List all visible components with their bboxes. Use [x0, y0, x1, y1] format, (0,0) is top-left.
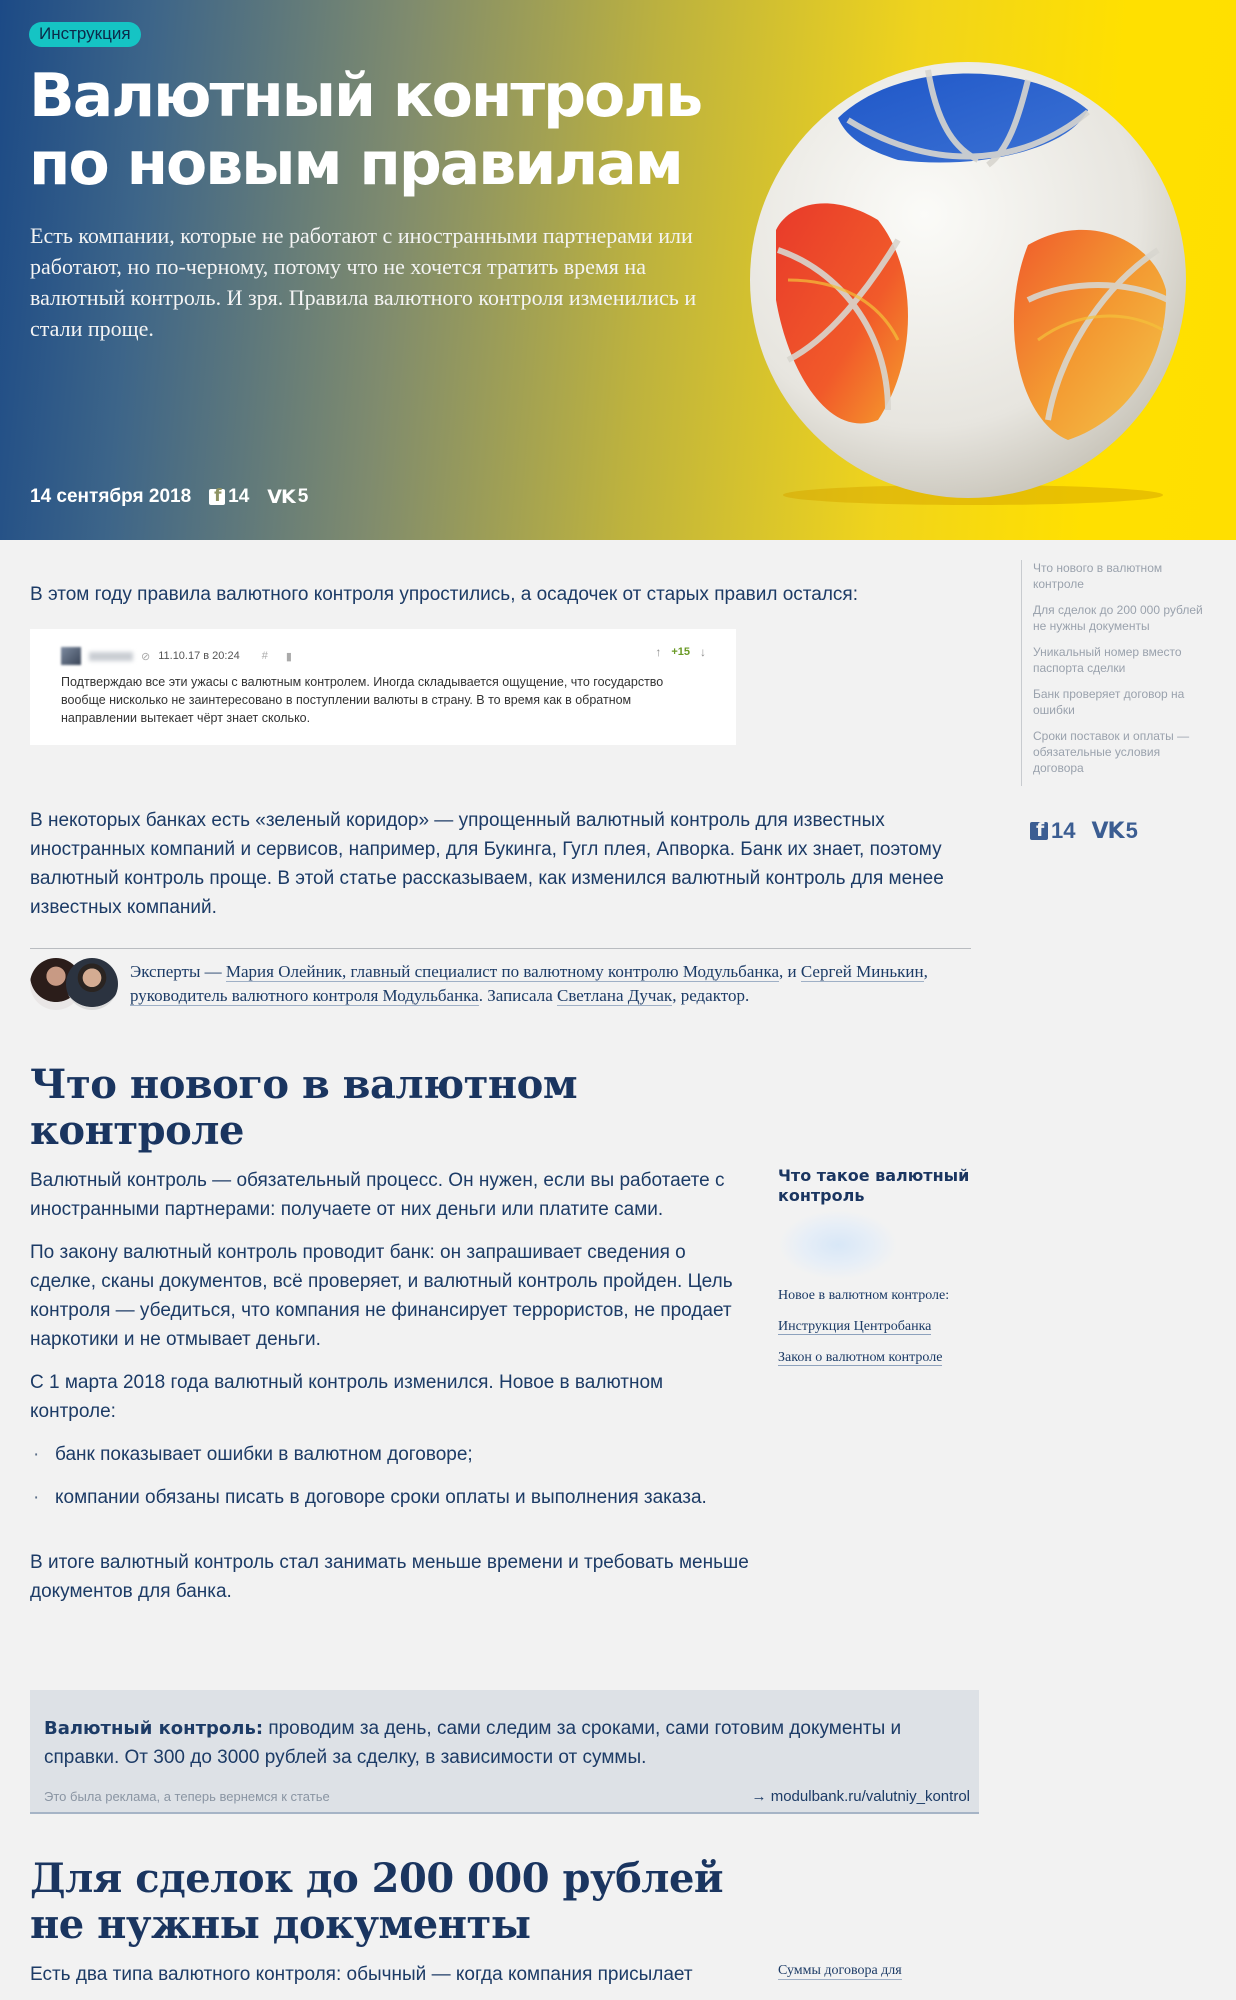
vk-icon: VK	[1091, 818, 1124, 844]
facebook-icon	[1030, 822, 1048, 840]
side-note-title: Что такое валютный контроль	[778, 1166, 970, 1205]
section-heading: Для сделок до 200 000 рублей не нужны документы	[30, 1855, 724, 1948]
paragraph: С 1 марта 2018 года валютный контроль изменился. Новое в валютном контроле:	[30, 1372, 664, 1422]
ball-illustration	[728, 40, 1198, 510]
paragraph: В итоге валютный контроль стал занимать меньше времени и требовать меньше документов для банка.	[30, 1552, 749, 1602]
expert-avatar	[66, 958, 118, 1010]
vk-count: 5	[297, 486, 309, 507]
expert-link-2[interactable]: Сергей Минькин	[800, 962, 924, 981]
link-icon: ⊘	[141, 650, 151, 663]
list-item: · банк показывает ошибки в валютном договоре;	[30, 1440, 750, 1469]
experts-credit: Эксперты — Мария Олейник, главный специалист по валютному контролю Модульбанка, и Сергей Минькин, руководитель валютного контроля Модульбанка. Записала Светлана Дучак, редактор.	[130, 962, 928, 1005]
toc-item[interactable]: Уникальный номер вместо паспорта сделки	[1033, 645, 1182, 675]
sidebar-share	[1030, 818, 1138, 844]
commenter-name	[89, 652, 133, 661]
vk-share[interactable]	[267, 486, 308, 508]
intro-paragraph: В этом году правила валютного контроля упростились, а осадочек от старых правил остался:	[30, 584, 858, 605]
ad-message: Валютный контроль: проводим за день, сами следим за сроками, сами готовим документы и справки. От 300 до 3000 рублей за сделку, в зависимости от суммы.	[44, 1718, 902, 1768]
list-item: · компании обязаны писать в договоре сроки оплаты и выполнения заказа.	[30, 1483, 750, 1512]
comment-time: 11.10.17 в 20:24	[158, 650, 240, 662]
paragraph: Есть два типа валютного контроля: обычный — когда компания присылает	[30, 1964, 693, 1985]
expert-role-link[interactable]: руководитель валютного контроля Модульбанка	[130, 986, 479, 1005]
divider	[30, 948, 971, 949]
comment-header	[61, 647, 292, 665]
facebook-share[interactable]	[1030, 818, 1075, 844]
table-of-contents	[1021, 560, 1211, 786]
paragraph: Валютный контроль — обязательный процесс. Он нужен, если вы работаете с иностранными партнерами: получаете от них деньги или платите сами.	[30, 1170, 725, 1220]
comment-score: +15	[671, 646, 690, 658]
toc-item[interactable]: Банк проверяет договор на ошибки	[1033, 687, 1185, 717]
article-lead: Есть компании, которые не работают с иностранными партнерами или работают, но по-черному, потому что не хочется тратить время на валютный контроль. И зря. Правила валютного контроля изменились и стали проще.	[30, 223, 697, 341]
section-heading: Что нового в валютном контроле	[30, 1061, 578, 1154]
expert-avatars	[30, 958, 118, 1010]
section-body	[30, 1166, 750, 1620]
facebook-count: 14	[1051, 818, 1076, 843]
vk-icon: VK	[267, 486, 295, 508]
facebook-count: 14	[228, 486, 250, 507]
bookmark-icon: ▮	[285, 650, 292, 663]
article-meta	[30, 486, 308, 508]
cbr-instruction-link[interactable]: Инструкция Центробанка	[778, 1319, 932, 1334]
law-link[interactable]: Закон о валютном контроле	[778, 1350, 943, 1365]
downvote-icon: ↓	[700, 645, 706, 659]
comment-votes	[655, 645, 706, 659]
toc-item[interactable]: Сроки поставок и оплаты — обязательные условия договора	[1033, 729, 1190, 775]
vk-share[interactable]	[1091, 818, 1137, 844]
paragraph: По закону валютный контроль проводит банк: он запрашивает сведения о сделке, сканы документов, всё проверяет, и валютный контроль пройден. Цель контроля — убедиться, что компания не финансирует террористов, не продает наркотики и не отмывает деньги.	[30, 1242, 733, 1350]
side-note-illustration	[778, 1210, 898, 1280]
ad-link[interactable]: → modulbank.ru/valutniy_kontrol	[751, 1788, 970, 1805]
changes-list	[30, 1440, 750, 1512]
green-corridor-paragraph: В некоторых банках есть «зеленый коридор» — упрощенный валютный контроль для известных иностранных компаний и сервисов, например, для Букинга, Гугл плея, Апворка. Банк их знает, поэтому валютный контроль проще. В этой статье рассказываем, как изменился валютный контроль для менее известных компаний.	[30, 810, 944, 918]
side-note-text: Новое в валютном контроле:	[778, 1288, 950, 1303]
ad-disclaimer: Это была реклама, а теперь вернемся к статье	[44, 1789, 330, 1804]
article-title: Валютный контроль по новым правилам	[29, 61, 702, 199]
facebook-icon	[209, 489, 225, 505]
toc-item[interactable]: Что нового в валютном контроле	[1033, 561, 1163, 591]
vk-count: 5	[1125, 818, 1138, 843]
side-note	[778, 1166, 998, 1379]
upvote-icon: ↑	[655, 645, 662, 659]
facebook-share[interactable]	[209, 486, 249, 508]
publish-date: 14 сентября 2018	[30, 486, 192, 507]
author-link[interactable]: Светлана Дучак	[557, 986, 673, 1005]
experts-block	[30, 958, 990, 1010]
expert-link-1[interactable]: Мария Олейник, главный специалист по валютному контролю Модульбанка	[225, 962, 780, 981]
comment-text: Подтверждаю все эти ужасы с валютным контролем. Иногда складывается ощущение, что государство вообще нисколько не заинтересовано в поступлении валюты в страну. В то время как в обратном направлении вытекает чёрт знает сколько.	[61, 675, 664, 725]
category-badge[interactable]: Инструкция	[29, 22, 141, 47]
side-note-link[interactable]: Суммы договора для	[778, 1963, 902, 1978]
toc-item[interactable]: Для сделок до 200 000 рублей не нужны документы	[1033, 603, 1203, 633]
hero-banner	[0, 0, 1236, 540]
commenter-avatar	[61, 647, 81, 665]
ad-block	[30, 1690, 979, 1814]
hash-icon: #	[261, 650, 268, 662]
quoted-comment	[30, 629, 736, 745]
